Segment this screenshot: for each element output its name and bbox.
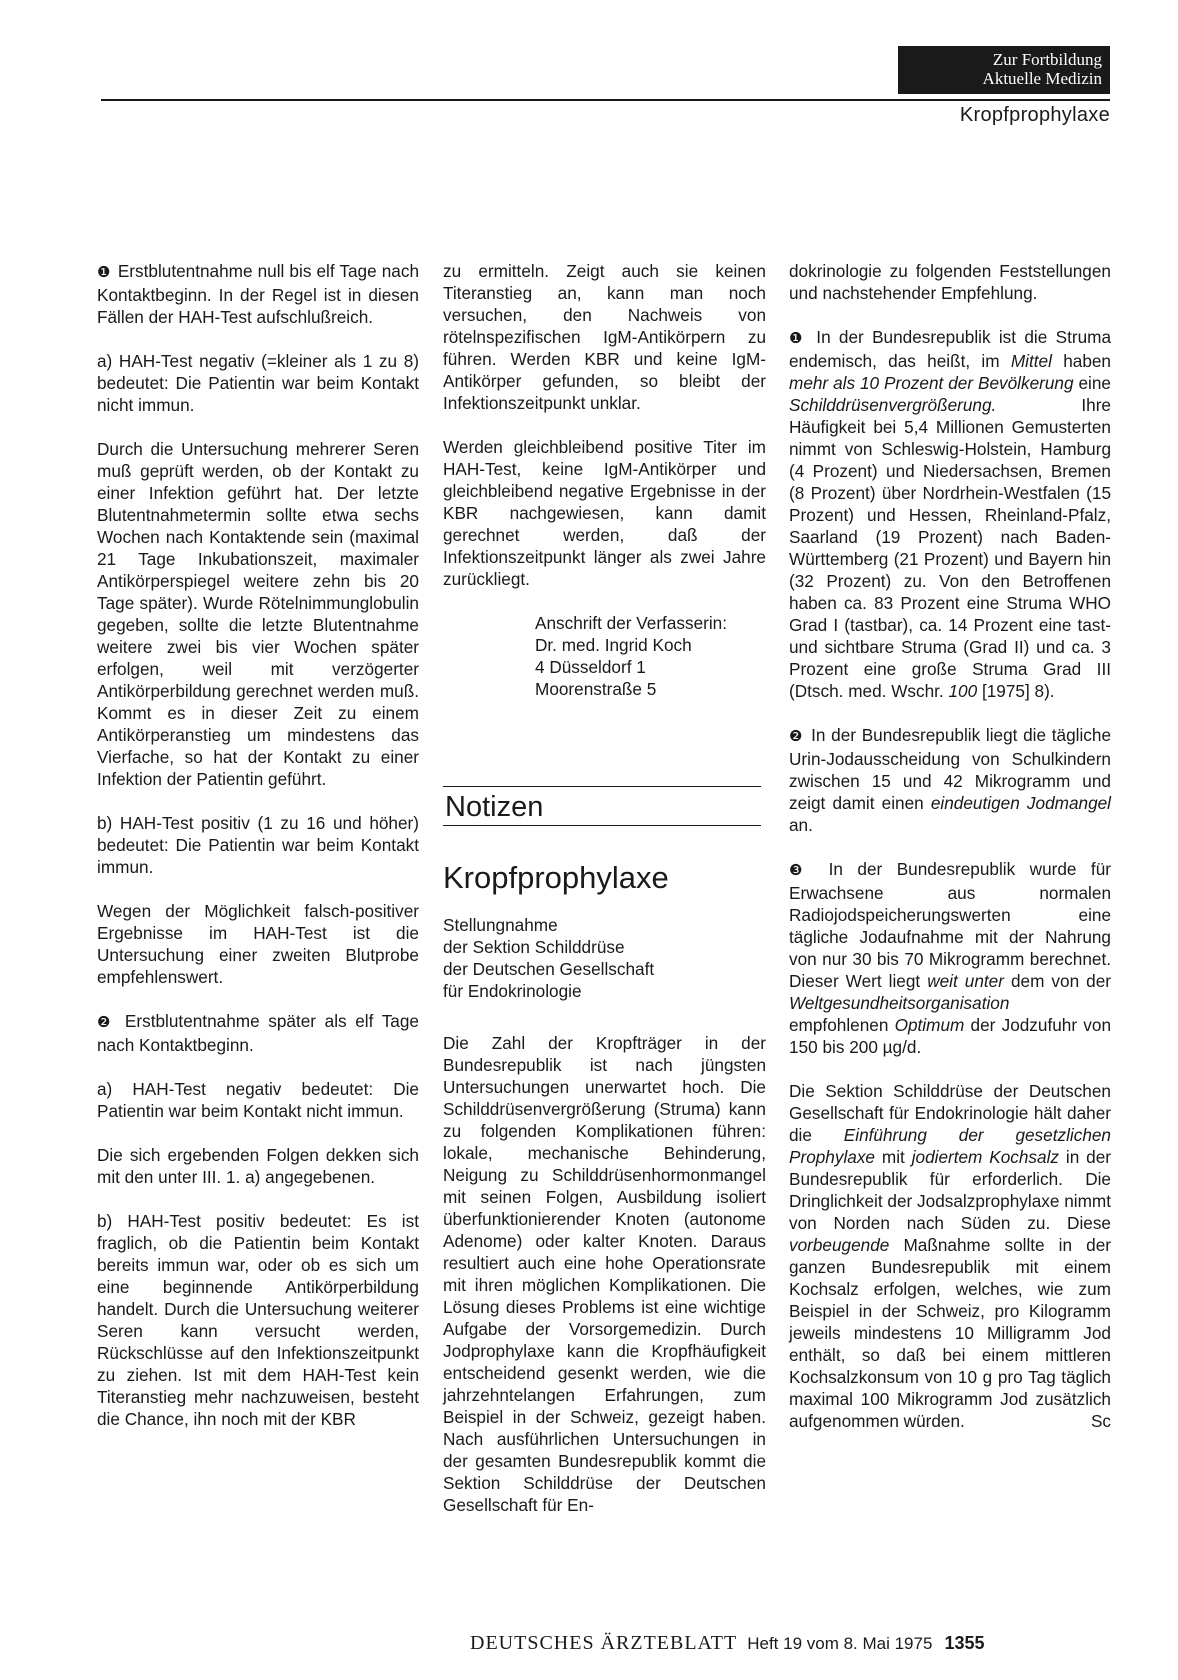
- journal-name: DEUTSCHES ÄRZTEBLATT: [470, 1632, 738, 1654]
- text-run: der Jodzufuhr von 150 bis 200 µg/d.: [789, 1015, 1111, 1057]
- paragraph: [789, 858, 1111, 1058]
- emphasis: Schilddrüsenvergrößerung.: [789, 395, 997, 415]
- paragraph: [97, 260, 419, 328]
- paragraph: [97, 1010, 419, 1056]
- article-title: Kropfprophylaxe: [443, 860, 669, 895]
- emphasis: jodiertem Kochsalz: [911, 1147, 1059, 1167]
- address-line: Dr. med. Ingrid Koch: [535, 635, 692, 655]
- paragraph: zu ermitteln. Zeigt auch sie keinen Titeranstieg an, kann man noch versuchen, den Nachweis von rötelnspezifischen IgM-Antikörpern zu führen. Werden KBR und keine IgM-Antikörper gefunden, so bleibt der Infektionszeitpunkt unklar.: [443, 261, 766, 413]
- text-run: empfohlenen: [789, 1015, 895, 1035]
- number-marker: ❷: [789, 728, 804, 745]
- paragraph: a) HAH-Test negativ bedeutet: Die Patientin war beim Kontakt nicht immun.: [97, 1079, 419, 1121]
- text-run: in der Bundesrepublik für erforderlich. Die Dringlichkeit der Jodsalzprophylaxe nimmt von Norden nach Süden zu. Diese: [789, 1147, 1111, 1233]
- badge-line-2: Aktuelle Medizin: [982, 69, 1102, 88]
- text-run: an.: [789, 815, 813, 835]
- emphasis: mehr als 10 Prozent der Bevölkerung: [789, 373, 1074, 393]
- paragraph-text: Erstblutentnahme null bis elf Tage nach Kontaktbeginn. In der Regel ist in diesen Fällen der HAH-Test aufschlußreich.: [97, 261, 419, 327]
- badge-line-1: Zur Fortbildung: [992, 50, 1102, 69]
- text-run: In der Bundesrepublik wurde für Erwachsene aus normalen Radiojodspeicherungswerten eine tägliche Jodaufnahme mit der Nahrung von nur 30 bis 70 Mikrogramm berechnet. Dieser Wert liegt: [789, 859, 1111, 991]
- paragraph: [789, 326, 1111, 702]
- paragraph-text: Erstblutentnahme später als elf Tage nach Kontaktbeginn.: [97, 1011, 419, 1055]
- text-run: Maßnahme sollte in der ganzen Bundesrepublik mit einem Kochsalz erfolgen, welches, wie zum Beispiel in der Schweiz, pro Kilogramm jeweils mindestens 10 Milligramm Jod enthält, so daß bei einem mittleren Kochsalzkonsum von 10 g pro Tag täglich maximal 100 Mikrogramm Jod zusätzlich aufgenommen würden.: [789, 1235, 1111, 1431]
- text-run: haben: [1051, 351, 1111, 371]
- text-run: [1975] 8).: [977, 681, 1055, 701]
- paragraph: Die Zahl der Kropfträger in der Bundesrepublik ist nach jüngsten Untersuchungen unerwartet hoch. Die Schilddrüsenvergrößerung (Struma) kann zu folgenden Komplikationen führen: lokale, mechanische Behinderung, Neigung zu Schilddrüsenhormonmangel mit seinen Folgen, Ausbildung isoliert überfunktionierender Knoten (autonome Adenome) oder kalter Knoten. Daraus resultiert auch eine hohe Operationsrate mit ihren möglichen Komplikationen. Die Lösung dieses Problems ist eine wichtige Aufgabe der Vorsorgemedizin. Durch Jodprophylaxe kann die Kropfhäufigkeit entscheidend gesenkt werden, wie die jahrzehntelangen Erfahrungen, zum Beispiel in der Schweiz, gezeigt haben. Nach ausführlichen Untersuchungen in der gesamten Bundesrepublik kommt die Sektion Schilddrüse der Deutschen Gesellschaft für En-: [443, 1033, 766, 1515]
- section-rule-bottom: [443, 825, 761, 826]
- page-footer: [470, 1632, 984, 1655]
- section-heading: Notizen: [445, 791, 544, 823]
- text-run: Ihre Häufigkeit bei 5,4 Millionen Gemusterten nimmt von Schleswig-Holstein, Hamburg (4 Prozent) und Niedersachsen, Bremen (8 Prozent) über Nordrhein-Westfalen (15 Prozent) und Hessen, Rheinland-Pfalz, Saarland (19 Prozent) nach Baden-Württemberg (21 Prozent) und Bayern hin (32 Prozent) zu. Von den Betroffenen haben ca. 83 Prozent eine Struma WHO Grad I (tastbar), ca. 14 Prozent eine tast- und sichtbare Struma (Grad II) und ca. 3 Prozent eine große Struma Grad III (Dtsch. med. Wschr.: [789, 395, 1111, 701]
- text-run: In der Bundesrepublik liegt die tägliche Urin-Jodausscheidung von Schulkindern zwischen 15 und 42 Mikrogramm und zeigt damit einen: [789, 725, 1112, 813]
- emphasis: Optimum: [894, 1015, 965, 1035]
- number-marker: ❷: [97, 1014, 115, 1031]
- running-head: Kropfprophylaxe: [959, 104, 1110, 126]
- address-line: Anschrift der Verfasserin:: [535, 613, 728, 633]
- emphasis: eindeutigen Jodmangel: [930, 793, 1111, 813]
- column-1: [97, 260, 419, 1430]
- paragraph: [789, 724, 1111, 836]
- subtitle-line: für Endokrinologie: [443, 981, 582, 1001]
- text-run: Die Sektion Schilddrüse der Deutschen Gesellschaft für Endokrinologie hält daher die: [789, 1081, 1111, 1145]
- subtitle-line: Stellungnahme: [443, 915, 558, 935]
- address-line: Moorenstraße 5: [535, 679, 657, 699]
- emphasis: Weltgesundheitsorganisation: [789, 993, 1010, 1013]
- paragraph: Durch die Untersuchung mehrerer Seren muß geprüft werden, ob der Kontakt zu einer Infektion geführt hat. Der letzte Blutentnahmetermin sollte etwa sechs Wochen nach Kontaktende sein (maximal 21 Tage Inkubationszeit, maximaler Antikörperspiegel weitere zehn bis 20 Tage später). Wurde Rötelnimmunglobulin gegeben, sollte die letzte Blutentnahme weitere zwei bis vier Wochen später erfolgen, weil mit verzögerter Antikörperbildung gerechnet werden muß. Kommt es in dieser Zeit zu einem Antikörperanstieg um mindestens das Vierfache, so hat der Kontakt zu einer Infektion der Patientin geführt.: [97, 439, 419, 789]
- emphasis: Einführung der gesetzlichen Prophylaxe: [789, 1125, 1111, 1167]
- paragraph: b) HAH-Test positiv (1 zu 16 und höher) bedeutet: Die Patientin war beim Kontakt immun.: [97, 813, 419, 877]
- subtitle-line: der Deutschen Gesellschaft: [443, 959, 655, 979]
- text-run: dem von der: [1003, 971, 1111, 991]
- subtitle-line: der Sektion Schilddrüse: [443, 937, 625, 957]
- section-rule-top: [443, 786, 761, 787]
- paragraph: a) HAH-Test negativ (=kleiner als 1 zu 8) bedeutet: Die Patientin war beim Kontakt nicht immun.: [97, 351, 419, 415]
- text-run: mit: [875, 1147, 912, 1167]
- page-number: 1355: [944, 1633, 985, 1653]
- paragraph: b) HAH-Test positiv bedeutet: Es ist fraglich, ob die Patientin beim Kontakt bereits immun war, oder ob es sich um eine beginnende Antikörperbildung handelt. Durch die Untersuchung weiterer Seren kann versucht werden, Rückschlüsse auf den Infektionszeitpunkt zu ziehen. Ist mit dem HAH-Test kein Titeranstieg mehr nachzuweisen, besteht die Chance, ihn noch mit der KBR: [97, 1211, 419, 1429]
- text-run: In der Bundesrepublik ist die Struma endemisch, das heißt, im: [789, 327, 1111, 371]
- paragraph: Wegen der Möglichkeit falsch-positiver Ergebnisse im HAH-Test ist die Untersuchung einer zweiten Blutprobe empfehlenswert.: [97, 901, 419, 987]
- column-3: [789, 260, 1111, 1432]
- address-line: 4 Düsseldorf 1: [535, 657, 646, 677]
- column-2: [443, 260, 766, 1516]
- author-signature: Sc: [1090, 1411, 1111, 1431]
- emphasis: 100: [948, 681, 978, 701]
- paragraph: Die sich ergebenden Folgen dekken sich mit den unter III. 1. a) angegebenen.: [97, 1145, 419, 1187]
- emphasis: Mittel: [1010, 351, 1052, 371]
- emphasis: weit unter: [927, 971, 1004, 991]
- number-marker: ❸: [789, 862, 813, 879]
- article-subtitle: [443, 914, 766, 1002]
- section-badge: [898, 46, 1110, 94]
- header-rule: [101, 99, 1110, 101]
- author-address: [535, 612, 766, 700]
- paragraph: Werden gleichbleibend positive Titer im HAH-Test, keine IgM-Antikörper und gleichbleibend negative Ergebnisse in der KBR nachgewiesen, kann damit gerechnet werden, daß der Infektionszeitpunkt länger als zwei Jahre zurückliegt.: [443, 437, 766, 589]
- paragraph: dokrinologie zu folgenden Feststellungen und nachstehender Empfehlung.: [789, 261, 1111, 303]
- number-marker: ❶: [789, 330, 806, 347]
- emphasis: vorbeugende: [789, 1235, 890, 1255]
- number-marker: ❶: [97, 264, 111, 281]
- text-run: eine: [1073, 373, 1111, 393]
- paragraph: [789, 1080, 1111, 1432]
- issue-info: Heft 19 vom 8. Mai 1975: [747, 1634, 933, 1653]
